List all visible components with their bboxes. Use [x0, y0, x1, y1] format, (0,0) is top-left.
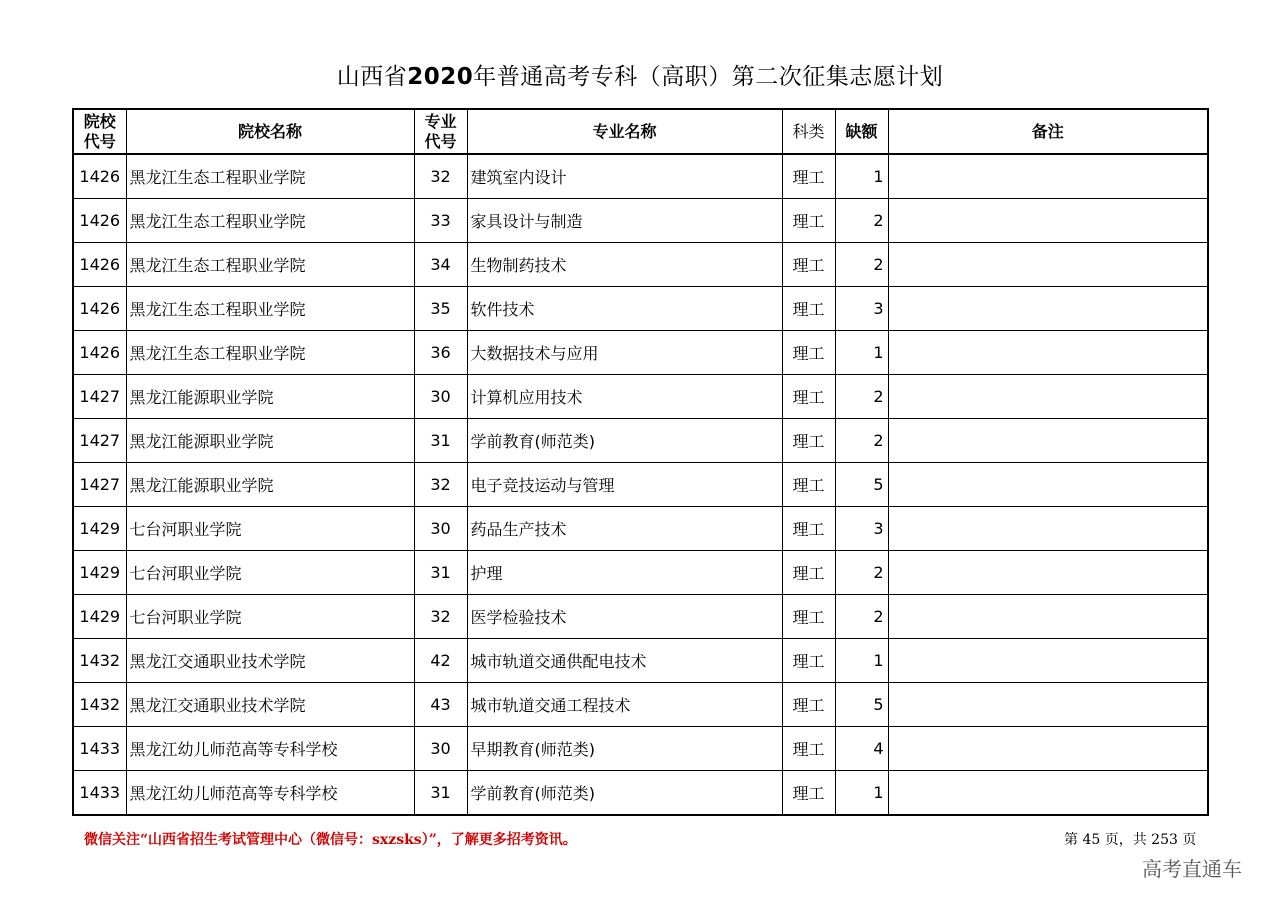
cell-school-name: 七台河职业学院	[126, 507, 414, 551]
cell-major-name: 学前教育(师范类)	[467, 771, 782, 816]
cell-major-code: 35	[414, 287, 467, 331]
cell-major-code: 32	[414, 595, 467, 639]
header-category: 科类	[782, 109, 835, 154]
cell-remark	[888, 771, 1208, 816]
cell-major-name: 生物制药技术	[467, 243, 782, 287]
cell-category: 理工	[782, 727, 835, 771]
title-suffix: 年普通高考专科（高职）第二次征集志愿计划	[473, 64, 944, 90]
cell-major-code: 43	[414, 683, 467, 727]
cell-remark	[888, 727, 1208, 771]
cell-school-name: 黑龙江生态工程职业学院	[126, 199, 414, 243]
cell-remark	[888, 375, 1208, 419]
cell-category: 理工	[782, 551, 835, 595]
cell-category: 理工	[782, 639, 835, 683]
cell-major-name: 计算机应用技术	[467, 375, 782, 419]
cell-major-name: 电子竞技运动与管理	[467, 463, 782, 507]
cell-major-code: 31	[414, 419, 467, 463]
header-school-code-label: 院校代号	[83, 111, 116, 151]
cell-major-code: 34	[414, 243, 467, 287]
header-remark: 备注	[888, 109, 1208, 154]
cell-remark	[888, 463, 1208, 507]
table-row	[73, 199, 1208, 243]
header-school-code	[73, 109, 126, 154]
cell-major-name: 大数据技术与应用	[467, 331, 782, 375]
cell-remark	[888, 199, 1208, 243]
cell-major-code: 42	[414, 639, 467, 683]
cell-school-name: 黑龙江生态工程职业学院	[126, 331, 414, 375]
cell-school-name: 黑龙江能源职业学院	[126, 463, 414, 507]
table-row	[73, 463, 1208, 507]
cell-school-code: 1429	[73, 551, 126, 595]
cell-category: 理工	[782, 771, 835, 816]
cell-school-code: 1427	[73, 419, 126, 463]
cell-vacancy: 2	[835, 199, 888, 243]
table-row	[73, 683, 1208, 727]
page-number: 第 45 页，共 253 页	[1064, 832, 1197, 848]
wechat-notice: 微信关注“山西省招生考试管理中心（微信号：sxzsks）”，了解更多招考资讯。	[84, 832, 577, 848]
header-major-name: 专业名称	[467, 109, 782, 154]
table-row	[73, 287, 1208, 331]
cell-school-name: 黑龙江生态工程职业学院	[126, 243, 414, 287]
cell-vacancy: 1	[835, 331, 888, 375]
cell-vacancy: 1	[835, 154, 888, 199]
cell-category: 理工	[782, 199, 835, 243]
cell-vacancy: 1	[835, 771, 888, 816]
cell-remark	[888, 154, 1208, 199]
cell-remark	[888, 639, 1208, 683]
cell-vacancy: 2	[835, 375, 888, 419]
cell-category: 理工	[782, 683, 835, 727]
cell-remark	[888, 507, 1208, 551]
cell-category: 理工	[782, 154, 835, 199]
table-row	[73, 243, 1208, 287]
enrollment-plan-table	[72, 108, 1209, 816]
table-row	[73, 727, 1208, 771]
cell-vacancy: 5	[835, 463, 888, 507]
cell-major-code: 31	[414, 551, 467, 595]
cell-major-name: 学前教育(师范类)	[467, 419, 782, 463]
cell-school-code: 1426	[73, 199, 126, 243]
cell-major-code: 30	[414, 727, 467, 771]
cell-category: 理工	[782, 595, 835, 639]
cell-school-name: 黑龙江幼儿师范高等专科学校	[126, 727, 414, 771]
cell-vacancy: 5	[835, 683, 888, 727]
cell-major-name: 药品生产技术	[467, 507, 782, 551]
cell-school-code: 1426	[73, 243, 126, 287]
table-row	[73, 375, 1208, 419]
cell-school-name: 黑龙江生态工程职业学院	[126, 287, 414, 331]
cell-major-name: 城市轨道交通供配电技术	[467, 639, 782, 683]
cell-major-name: 软件技术	[467, 287, 782, 331]
cell-category: 理工	[782, 419, 835, 463]
cell-major-code: 31	[414, 771, 467, 816]
cell-category: 理工	[782, 507, 835, 551]
cell-major-code: 36	[414, 331, 467, 375]
cell-school-code: 1426	[73, 287, 126, 331]
table-row	[73, 419, 1208, 463]
cell-major-name: 建筑室内设计	[467, 154, 782, 199]
cell-category: 理工	[782, 463, 835, 507]
cell-remark	[888, 551, 1208, 595]
cell-school-code: 1432	[73, 683, 126, 727]
cell-remark	[888, 243, 1208, 287]
cell-remark	[888, 595, 1208, 639]
cell-school-name: 黑龙江能源职业学院	[126, 419, 414, 463]
cell-major-code: 32	[414, 154, 467, 199]
watermark: 高考直通车	[1142, 857, 1242, 881]
cell-vacancy: 3	[835, 287, 888, 331]
table-header-row	[73, 109, 1208, 154]
table-row	[73, 331, 1208, 375]
table-row	[73, 507, 1208, 551]
cell-vacancy: 2	[835, 419, 888, 463]
cell-remark	[888, 287, 1208, 331]
header-major-code	[414, 109, 467, 154]
cell-school-name: 黑龙江交通职业技术学院	[126, 639, 414, 683]
cell-major-name: 护理	[467, 551, 782, 595]
title-year: 2020	[407, 64, 474, 90]
header-school-name: 院校名称	[126, 109, 414, 154]
cell-school-name: 黑龙江交通职业技术学院	[126, 683, 414, 727]
cell-school-name: 七台河职业学院	[126, 595, 414, 639]
cell-school-code: 1432	[73, 639, 126, 683]
cell-school-name: 七台河职业学院	[126, 551, 414, 595]
header-vacancy: 缺额	[835, 109, 888, 154]
cell-school-code: 1426	[73, 154, 126, 199]
cell-major-code: 30	[414, 375, 467, 419]
cell-school-code: 1433	[73, 727, 126, 771]
cell-major-name: 城市轨道交通工程技术	[467, 683, 782, 727]
table-row	[73, 154, 1208, 199]
cell-major-code: 32	[414, 463, 467, 507]
cell-school-code: 1429	[73, 595, 126, 639]
cell-major-code: 30	[414, 507, 467, 551]
cell-remark	[888, 419, 1208, 463]
cell-school-name: 黑龙江能源职业学院	[126, 375, 414, 419]
cell-vacancy: 3	[835, 507, 888, 551]
cell-remark	[888, 331, 1208, 375]
cell-school-name: 黑龙江幼儿师范高等专科学校	[126, 771, 414, 816]
cell-category: 理工	[782, 287, 835, 331]
cell-category: 理工	[782, 331, 835, 375]
cell-category: 理工	[782, 375, 835, 419]
cell-school-code: 1429	[73, 507, 126, 551]
cell-school-code: 1426	[73, 331, 126, 375]
cell-school-code: 1433	[73, 771, 126, 816]
table-row	[73, 639, 1208, 683]
cell-school-code: 1427	[73, 375, 126, 419]
cell-school-name: 黑龙江生态工程职业学院	[126, 154, 414, 199]
title-prefix: 山西省	[336, 64, 408, 90]
table-row	[73, 771, 1208, 816]
cell-major-code: 33	[414, 199, 467, 243]
cell-vacancy: 4	[835, 727, 888, 771]
cell-vacancy: 2	[835, 551, 888, 595]
table-row	[73, 595, 1208, 639]
header-major-code-label: 专业代号	[424, 111, 457, 151]
cell-category: 理工	[782, 243, 835, 287]
cell-vacancy: 1	[835, 639, 888, 683]
cell-major-name: 家具设计与制造	[467, 199, 782, 243]
table-row	[73, 551, 1208, 595]
cell-remark	[888, 683, 1208, 727]
cell-vacancy: 2	[835, 595, 888, 639]
cell-major-name: 早期教育(师范类)	[467, 727, 782, 771]
page-title	[0, 58, 1280, 91]
cell-major-name: 医学检验技术	[467, 595, 782, 639]
cell-school-code: 1427	[73, 463, 126, 507]
cell-vacancy: 2	[835, 243, 888, 287]
